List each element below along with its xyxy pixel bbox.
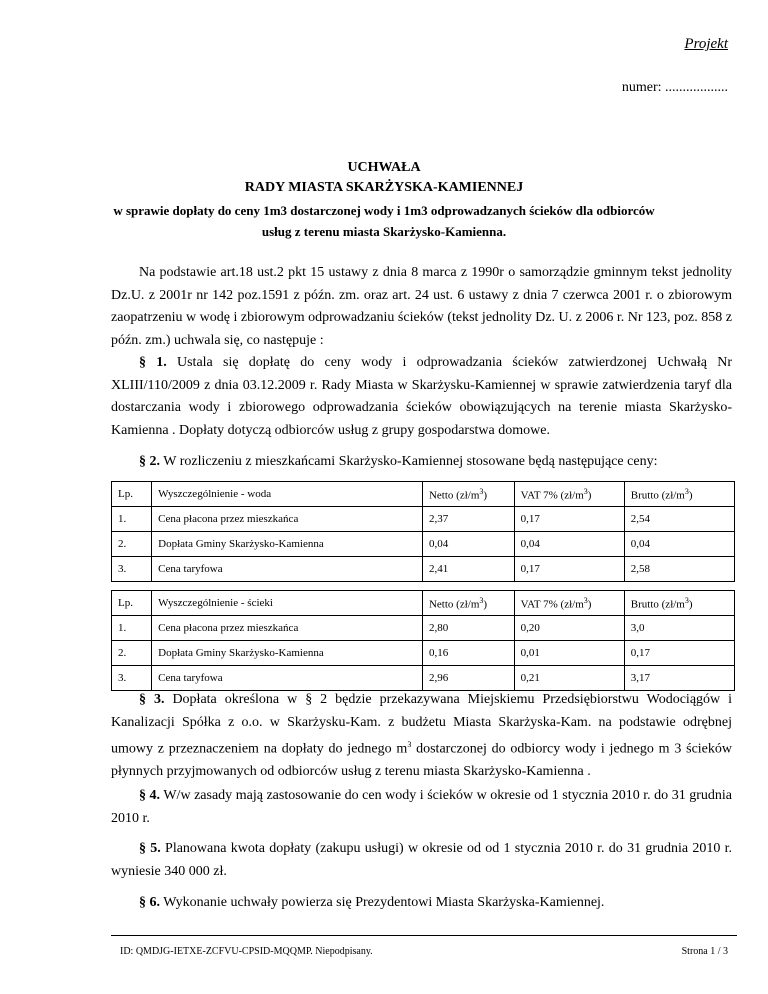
table-cell: Cena taryfowa bbox=[152, 666, 423, 691]
section-2 bbox=[139, 451, 739, 474]
table-header-row bbox=[112, 482, 735, 507]
header-vat: VAT 7% (zł/m bbox=[520, 598, 584, 611]
table-header-row bbox=[112, 591, 735, 616]
section-6-label: § 6. bbox=[139, 895, 160, 910]
table-cell: 3,17 bbox=[624, 666, 734, 691]
table-header-cell: Wyszczególnienie - ścieki bbox=[152, 591, 423, 616]
unit-superscript: 3 bbox=[684, 486, 689, 496]
title-line-4: usług z terenu miasta Skarżysko-Kamienna. bbox=[261, 224, 507, 239]
table-cell: 2. bbox=[112, 532, 152, 557]
table-row bbox=[112, 616, 735, 641]
section-3-text-b: dostarczonej do odbiorcy wody i jednego m 3 ścieków płynnych przyjmowanych od odbiorców usług z terenu miasta Skarżysko-Kamienna . bbox=[111, 741, 733, 780]
header-close-paren: ) bbox=[587, 489, 592, 502]
table-cell: 1. bbox=[112, 616, 152, 641]
table-header-cell: Lp. bbox=[112, 482, 152, 507]
section-2-text: W rozliczeniu z mieszkańcami Skarżysko-Kamiennej stosowane będą następujące ceny: bbox=[163, 454, 658, 469]
section-3 bbox=[111, 689, 732, 784]
water-price-table bbox=[111, 481, 735, 582]
table-cell: 0,01 bbox=[514, 641, 624, 666]
header-brutto: Brutto (zł/m bbox=[630, 598, 685, 611]
table-cell: 2,96 bbox=[422, 666, 514, 691]
intro-text: Na podstawie art.18 ust.2 pkt 15 ustawy z dnia 8 marca z 1990r o samorządzie gminnym tekst jednolity Dz.U. z 2001r nr 142 poz.1591 z późn. zm. oraz art. 24 ust. 6 ustawy z dnia 7 czerwca 2001 r. o zbiorowym zaopatrzeniu w wodę i zbiorowym odprowadzaniu ścieków (tekst jednolity Dz. U. z 2006 r. Nr 123, poz. 858 z późn. zm.) uchwala się, co następuje : bbox=[111, 265, 732, 348]
section-6-text: Wykonanie uchwały powierza się Prezydentowi Miasta Skarżyska-Kamiennej. bbox=[163, 895, 605, 910]
table-cell: 1. bbox=[112, 507, 152, 532]
table-cell: 2,41 bbox=[422, 557, 514, 582]
header-close-paren: ) bbox=[688, 489, 693, 502]
unit-superscript: 3 bbox=[583, 595, 588, 605]
header-close-paren: ) bbox=[688, 598, 693, 611]
table-header-cell bbox=[514, 482, 624, 507]
table-cell: 2,58 bbox=[624, 557, 734, 582]
table-header-cell bbox=[624, 591, 734, 616]
table-cell: 0,20 bbox=[514, 616, 624, 641]
table-cell: 0,04 bbox=[422, 532, 514, 557]
section-1-label: § 1. bbox=[139, 355, 167, 370]
table-header-cell bbox=[624, 482, 734, 507]
table-cell: 0,16 bbox=[422, 641, 514, 666]
footer-page-number: Strona 1 / 3 bbox=[681, 946, 728, 957]
section-4-label: § 4. bbox=[139, 788, 161, 803]
section-5-label: § 5. bbox=[139, 841, 161, 856]
footer-document-id: ID: QMDJG-IETXE-ZCFVU-CPSID-MQQMP. Niepodpisany. bbox=[120, 946, 373, 957]
table-cell: Dopłata Gminy Skarżysko-Kamienna bbox=[152, 641, 423, 666]
section-2-label: § 2. bbox=[139, 454, 160, 469]
header-close-paren: ) bbox=[483, 598, 488, 611]
header-close-paren: ) bbox=[587, 598, 592, 611]
table-cell: 3. bbox=[112, 666, 152, 691]
table-header-cell bbox=[422, 482, 514, 507]
header-netto: Netto (zł/m bbox=[428, 598, 480, 611]
table-cell: Cena płacona przez mieszkańca bbox=[152, 616, 423, 641]
table-cell: Cena płacona przez mieszkańca bbox=[152, 507, 423, 532]
section-5-text: Planowana kwota dopłaty (zakupu usługi) w okresie od od 1 stycznia 2010 r. do 31 grudnia 2010 r. wyniesie 340 000 zł. bbox=[111, 841, 733, 879]
unit-superscript: 3 bbox=[583, 486, 588, 496]
table-cell: 0,17 bbox=[624, 641, 734, 666]
table-cell: Cena taryfowa bbox=[152, 557, 423, 582]
projekt-label: Projekt bbox=[684, 36, 728, 52]
table-header-cell: Wyszczególnienie - woda bbox=[152, 482, 423, 507]
table-cell: 0,21 bbox=[514, 666, 624, 691]
section-1 bbox=[111, 352, 732, 442]
table-cell: 2,37 bbox=[422, 507, 514, 532]
footer-divider bbox=[111, 935, 737, 936]
table-cell: 0,17 bbox=[514, 557, 624, 582]
unit-superscript: 3 bbox=[479, 595, 484, 605]
table-header-cell bbox=[422, 591, 514, 616]
table-row bbox=[112, 641, 735, 666]
section-4-text: W/w zasady mają zastosowanie do cen wody i ścieków w okresie od 1 stycznia 2010 r. do 31 grudnia 2010 r. bbox=[111, 788, 733, 826]
section-6 bbox=[139, 892, 739, 915]
table-cell: 0,04 bbox=[624, 532, 734, 557]
table-row bbox=[112, 557, 735, 582]
table-header-cell: Lp. bbox=[112, 591, 152, 616]
table-cell: 0,04 bbox=[514, 532, 624, 557]
section-3-superscript: 3 bbox=[407, 740, 412, 749]
intro-paragraph bbox=[111, 262, 732, 352]
table-row bbox=[112, 666, 735, 691]
table-cell: 0,17 bbox=[514, 507, 624, 532]
header-vat: VAT 7% (zł/m bbox=[520, 489, 584, 502]
table-row bbox=[112, 532, 735, 557]
header-brutto: Brutto (zł/m bbox=[630, 489, 685, 502]
table-row bbox=[112, 507, 735, 532]
header-netto: Netto (zł/m bbox=[428, 489, 480, 502]
unit-superscript: 3 bbox=[479, 486, 484, 496]
document-number: numer: .................. bbox=[621, 80, 728, 95]
table-cell: 2. bbox=[112, 641, 152, 666]
title-line-2: RADY MIASTA SKARŻYSKA-KAMIENNEJ bbox=[244, 180, 524, 195]
section-3-text-a: Dopłata określona w § 2 będzie przekazywana Miejskiemu Przedsiębiorstwu Wodociągów i Kanalizacji Spółka z o.o. w Skarżysku-Kam. z budżetu Miasta Skarżyska-Kam. na podstawie odrębnej umowy z przeznaczeniem na dopłaty do jednego m bbox=[111, 692, 732, 757]
title-line-1: UCHWAŁA bbox=[347, 160, 421, 175]
section-4 bbox=[111, 785, 732, 830]
table-header-cell bbox=[514, 591, 624, 616]
table-cell: 2,54 bbox=[624, 507, 734, 532]
table-cell: Dopłata Gminy Skarżysko-Kamienna bbox=[152, 532, 423, 557]
table-cell: 2,80 bbox=[422, 616, 514, 641]
table-cell: 3. bbox=[112, 557, 152, 582]
table-cell: 3,0 bbox=[624, 616, 734, 641]
section-3-label: § 3. bbox=[139, 692, 165, 707]
header-close-paren: ) bbox=[483, 489, 488, 502]
sewage-price-table bbox=[111, 590, 735, 691]
title-line-3: w sprawie dopłaty do ceny 1m3 dostarczonej wody i 1m3 odprowadzanych ścieków dla odbiorców bbox=[113, 203, 655, 218]
section-5 bbox=[111, 838, 732, 883]
unit-superscript: 3 bbox=[684, 595, 689, 605]
section-1-text: Ustala się dopłatę do ceny wody i odprowadzania ścieków zatwierdzonej Uchwałą Nr XLIII/110/2009 z dnia 03.12.2009 r. Rady Miasta w Skarżysku-Kamiennej w sprawie zatwierdzenia taryf dla dostarczania wody i zbiorowego odprowadzania ścieków obowiązujących na terenie miasta Skarżysko-Kamienna . Dopłaty dotyczą odbiorców usług z grupy gospodarstwa domowe. bbox=[111, 355, 733, 438]
